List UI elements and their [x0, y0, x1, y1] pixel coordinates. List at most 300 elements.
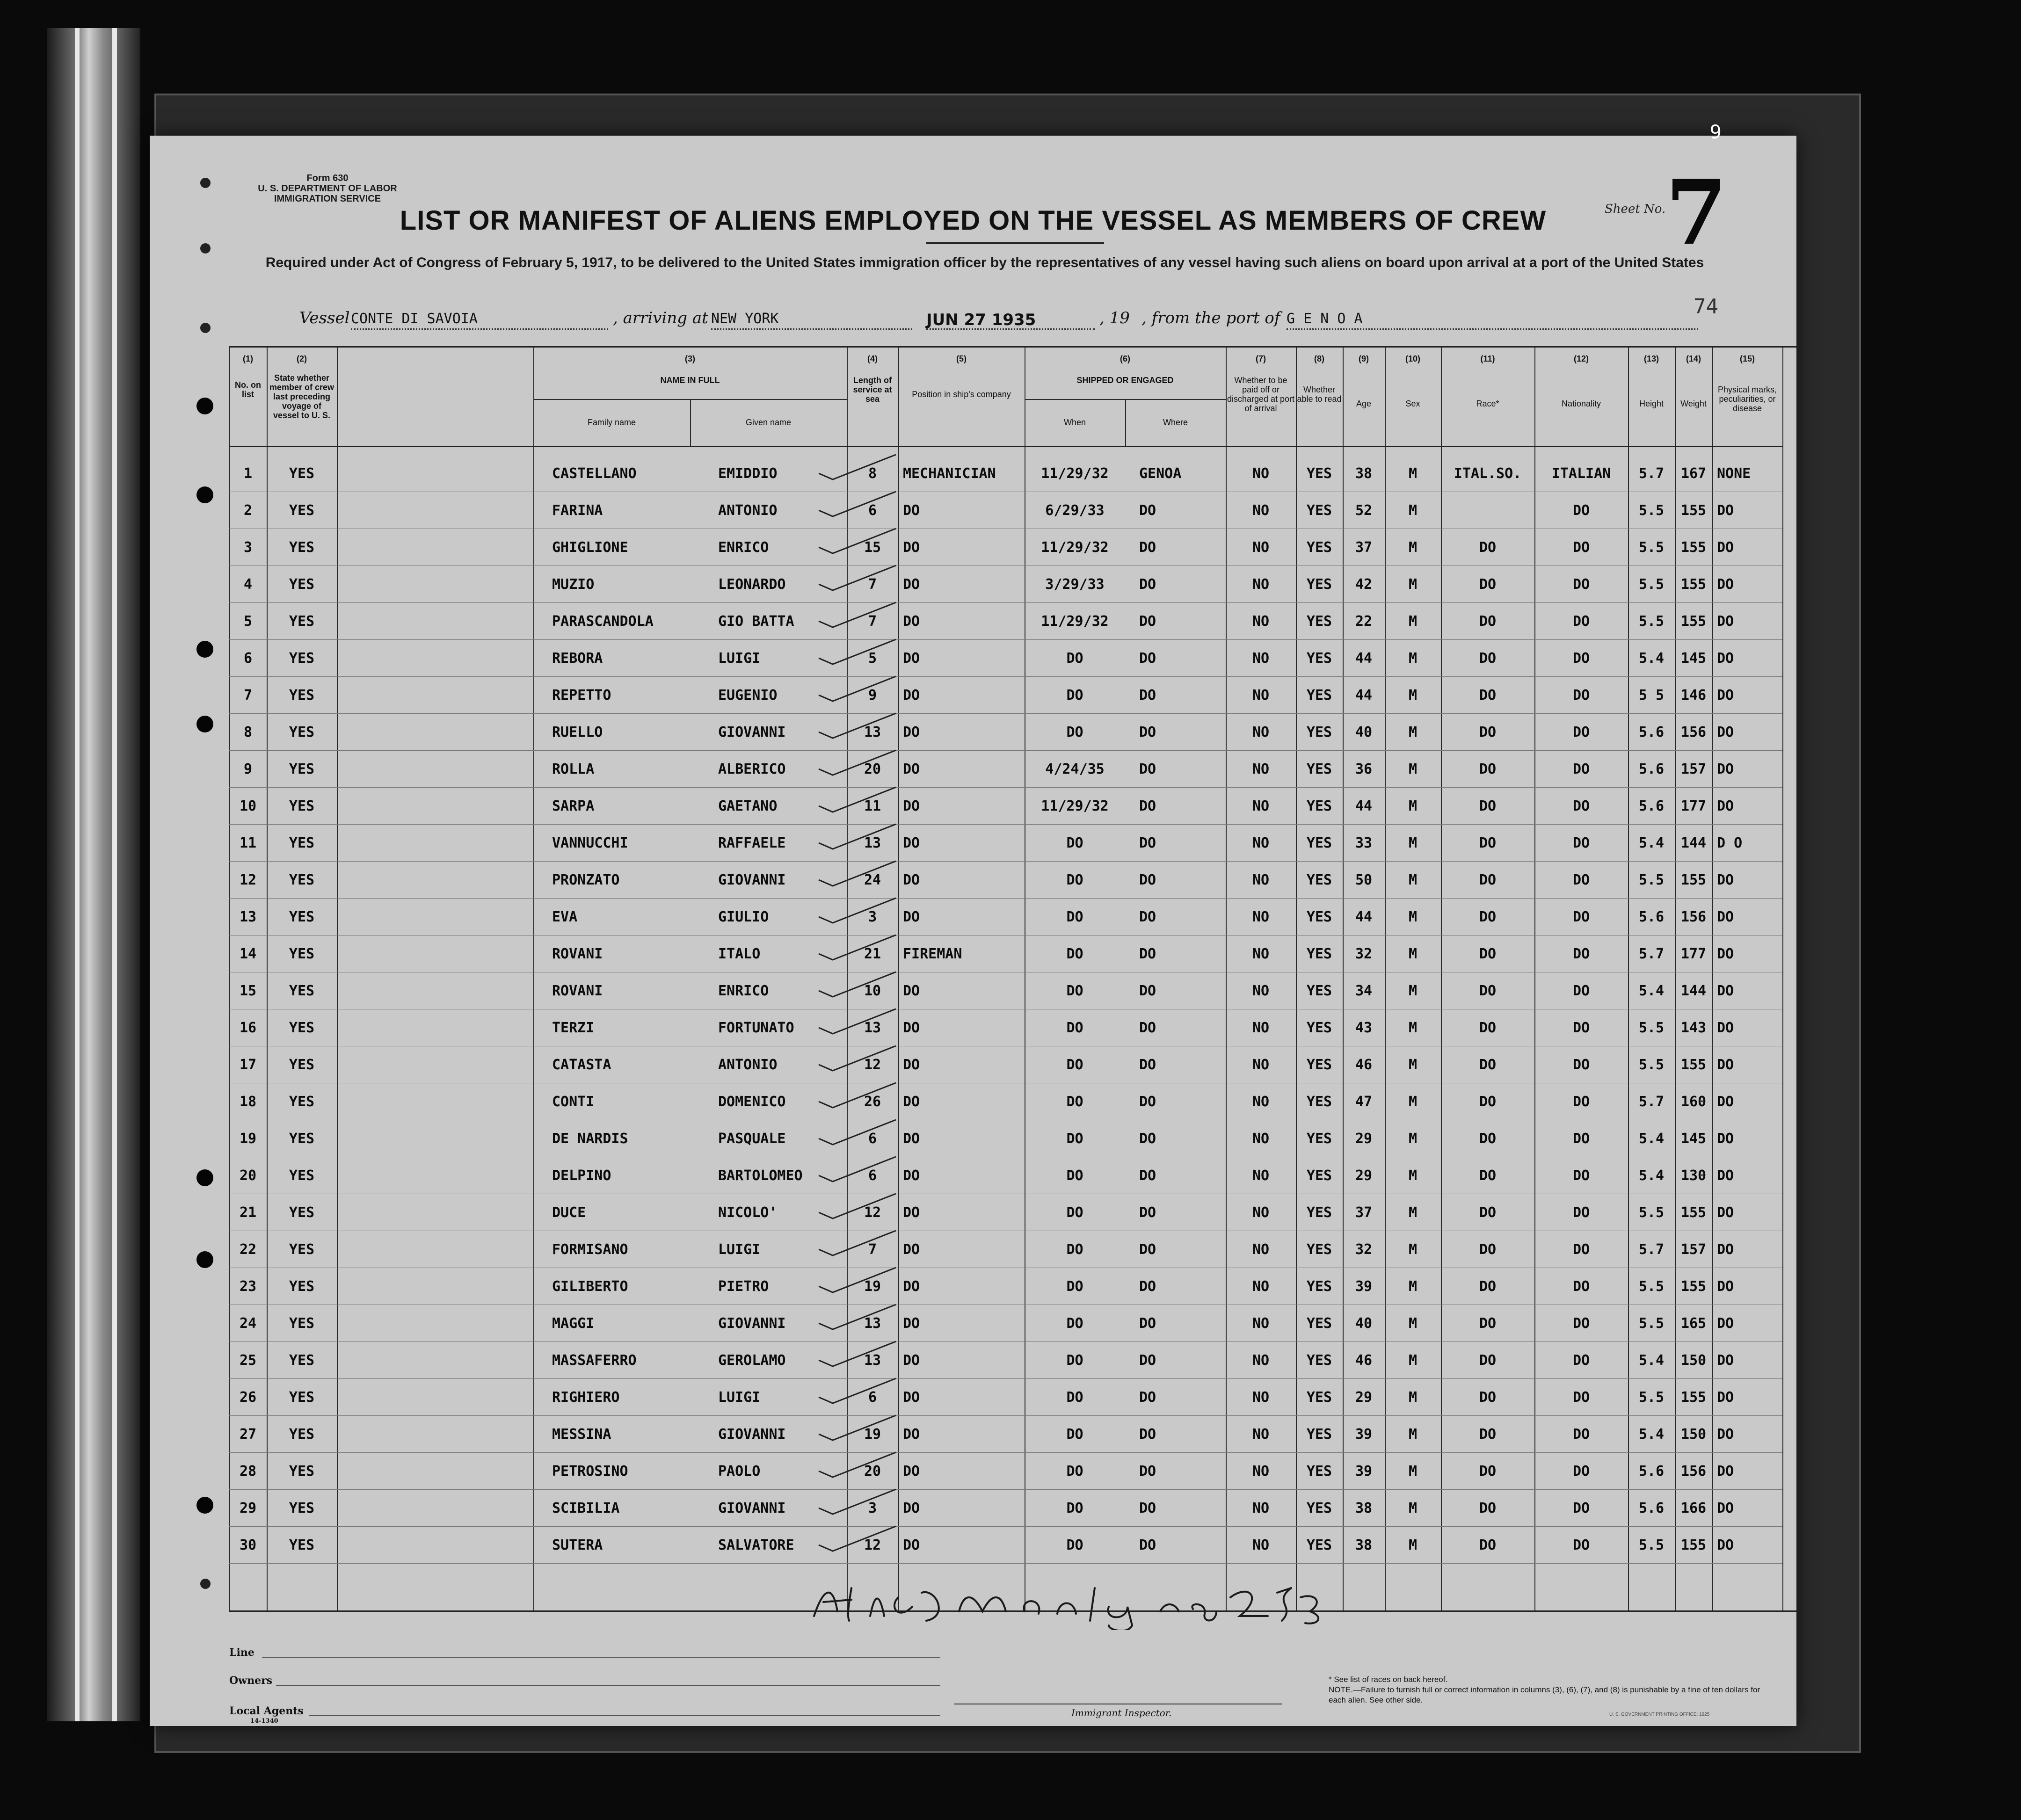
column-number: (6)	[1120, 354, 1130, 363]
cell-age: 40	[1355, 724, 1373, 740]
cell-marks: DO	[1717, 1352, 1734, 1369]
cell-position: DO	[903, 1131, 920, 1147]
cell-weight: 155	[1680, 1389, 1707, 1406]
cell-sex: M	[1408, 1131, 1418, 1147]
cell-length: 20	[864, 1463, 881, 1479]
check-mark-icon	[814, 1524, 898, 1552]
cell-read: YES	[1306, 1094, 1332, 1110]
cell-when: DO	[1066, 1389, 1083, 1406]
cell-position: DO	[903, 1094, 920, 1110]
cell-weight: 150	[1680, 1426, 1707, 1443]
page-title: LIST OR MANIFEST OF ALIENS EMPLOYED ON THE VESSEL AS MEMBERS OF CREW	[400, 205, 1547, 236]
cell-age: 39	[1355, 1278, 1373, 1295]
cell-race: ITAL.SO.	[1454, 465, 1522, 482]
cell-read: YES	[1306, 1500, 1332, 1516]
cell-read: YES	[1306, 1167, 1332, 1184]
cell-read: YES	[1306, 687, 1332, 703]
printer-line: U. S. GOVERNMENT PRINTING OFFICE: 1925	[1609, 1712, 1710, 1717]
cell-age: 52	[1355, 502, 1373, 519]
cell-no: 4	[243, 576, 253, 593]
cell-crew: YES	[289, 909, 315, 925]
cell-height: 5.4	[1638, 1426, 1665, 1443]
cell-race: DO	[1479, 872, 1497, 888]
cell-crew: YES	[289, 502, 315, 519]
cell-sex: M	[1408, 1537, 1418, 1553]
cell-age: 33	[1355, 835, 1373, 851]
cell-family: DUCE	[552, 1204, 586, 1221]
cell-given: ANTONIO	[718, 502, 778, 519]
table-row	[229, 492, 1782, 529]
cell-read: YES	[1306, 465, 1332, 482]
cell-weight: 167	[1680, 465, 1707, 482]
cell-position: DO	[903, 650, 920, 667]
cell-read: YES	[1306, 1426, 1332, 1443]
cell-where: DO	[1139, 576, 1156, 593]
cell-nationality: DO	[1572, 1389, 1590, 1406]
cell-no: 23	[239, 1278, 257, 1295]
cell-position: DO	[903, 1463, 920, 1479]
inspector-signature	[805, 1579, 1333, 1630]
check-mark-icon	[814, 600, 898, 628]
cell-no: 20	[239, 1167, 257, 1184]
cell-given: ENRICO	[718, 539, 769, 556]
cell-paid: NO	[1252, 1020, 1270, 1036]
check-mark-icon	[814, 785, 898, 813]
cell-where: DO	[1139, 1167, 1156, 1184]
cell-age: 46	[1355, 1057, 1373, 1073]
cell-paid: NO	[1252, 613, 1270, 630]
cell-sex: M	[1408, 1500, 1418, 1516]
cell-weight: 155	[1680, 1278, 1707, 1295]
cell-sex: M	[1408, 576, 1418, 593]
cell-read: YES	[1306, 1057, 1332, 1073]
cell-family: RIGHIERO	[552, 1389, 620, 1406]
cell-position: DO	[903, 1537, 920, 1553]
cell-age: 44	[1355, 687, 1373, 703]
header-name-in-full: NAME IN FULL	[660, 376, 720, 385]
cell-where: DO	[1139, 1278, 1156, 1295]
column-number: (14)	[1686, 354, 1701, 363]
cell-race: DO	[1479, 650, 1497, 667]
cell-weight: 155	[1680, 502, 1707, 519]
cell-race: DO	[1479, 835, 1497, 851]
cell-crew: YES	[289, 1167, 315, 1184]
cell-paid: NO	[1252, 1352, 1270, 1369]
cell-race: DO	[1479, 1167, 1497, 1184]
cell-nationality: DO	[1572, 835, 1590, 851]
cell-length: 11	[864, 798, 881, 814]
check-mark-icon	[814, 1450, 898, 1478]
crew-manifest-table	[229, 346, 1782, 1612]
cell-position: DO	[903, 872, 920, 888]
cell-height: 5.7	[1638, 1241, 1665, 1258]
cell-height: 5.4	[1638, 835, 1665, 851]
cell-race: DO	[1479, 576, 1497, 593]
cell-nationality: DO	[1572, 909, 1590, 925]
cell-length: 20	[864, 761, 881, 777]
cell-position: DO	[903, 687, 920, 703]
cell-position: DO	[903, 1057, 920, 1073]
cell-nationality: DO	[1572, 650, 1590, 667]
cell-length: 13	[864, 1352, 881, 1369]
cell-read: YES	[1306, 539, 1332, 556]
owners-label: Owners	[229, 1675, 273, 1687]
cell-paid: NO	[1252, 465, 1270, 482]
column-number: (12)	[1573, 354, 1589, 363]
cell-nationality: DO	[1572, 1278, 1590, 1295]
page-subtitle: Required under Act of Congress of February 5, 1917, to be delivered to the United States immigration officer by the representatives of any vessel having such aliens on board upon arrival at a port of the United States	[265, 255, 1704, 270]
cell-nationality: DO	[1572, 1315, 1590, 1332]
cell-when: DO	[1066, 1020, 1083, 1036]
cell-sex: M	[1408, 1094, 1418, 1110]
table-row	[229, 825, 1782, 861]
cell-height: 5.5	[1638, 576, 1665, 593]
cell-race: DO	[1479, 1241, 1497, 1258]
cell-no: 11	[239, 835, 257, 851]
cell-race: DO	[1479, 1315, 1497, 1332]
cell-read: YES	[1306, 946, 1332, 962]
cell-where: DO	[1139, 1020, 1156, 1036]
cell-family: PRONZATO	[552, 872, 620, 888]
check-mark-icon	[814, 1228, 898, 1256]
check-mark-icon	[814, 1154, 898, 1182]
check-mark-icon	[814, 1487, 898, 1515]
cell-paid: NO	[1252, 1278, 1270, 1295]
cell-length: 6	[868, 502, 877, 519]
cell-where: DO	[1139, 983, 1156, 999]
cell-marks: DO	[1717, 1131, 1734, 1147]
table-row	[229, 603, 1782, 639]
cell-no: 8	[243, 724, 253, 740]
cell-nationality: DO	[1572, 872, 1590, 888]
cell-height: 5.6	[1638, 761, 1665, 777]
cell-when: DO	[1066, 687, 1083, 703]
cell-crew: YES	[289, 465, 315, 482]
cell-paid: NO	[1252, 1463, 1270, 1479]
cell-no: 5	[243, 613, 253, 630]
cell-when: DO	[1066, 724, 1083, 740]
column-number: (8)	[1314, 354, 1324, 363]
cell-height: 5.5	[1638, 1315, 1665, 1332]
cell-given: EMIDDIO	[718, 465, 778, 482]
cell-age: 42	[1355, 576, 1373, 593]
cell-where: DO	[1139, 1352, 1156, 1369]
cell-crew: YES	[289, 798, 315, 814]
cell-height: 5.5	[1638, 1204, 1665, 1221]
cell-when: DO	[1066, 1131, 1083, 1147]
cell-given: LUIGI	[718, 650, 761, 667]
cell-where: DO	[1139, 724, 1156, 740]
cell-nationality: DO	[1572, 1204, 1590, 1221]
cell-marks: DO	[1717, 983, 1734, 999]
cell-where: DO	[1139, 909, 1156, 925]
cell-weight: 166	[1680, 1500, 1707, 1516]
cell-where: DO	[1139, 872, 1156, 888]
cell-when: DO	[1066, 1057, 1083, 1073]
form-code: 14-1340	[250, 1718, 278, 1725]
cell-weight: 156	[1680, 724, 1707, 740]
cell-length: 13	[864, 1020, 881, 1036]
header-when: When	[1063, 418, 1086, 427]
cell-position: DO	[903, 983, 920, 999]
table-row	[229, 1305, 1782, 1341]
cell-sex: M	[1408, 946, 1418, 962]
table-row	[229, 935, 1782, 972]
cell-marks: DO	[1717, 687, 1734, 703]
cell-nationality: DO	[1572, 1352, 1590, 1369]
check-mark-icon	[814, 1302, 898, 1330]
cell-no: 25	[239, 1352, 257, 1369]
cell-nationality: ITALIAN	[1551, 465, 1611, 482]
cell-nationality: DO	[1572, 502, 1590, 519]
cell-position: DO	[903, 1426, 920, 1443]
binder-hole	[200, 178, 211, 188]
cell-sex: M	[1408, 909, 1418, 925]
cell-race: DO	[1479, 1352, 1497, 1369]
cell-given: ANTONIO	[718, 1057, 778, 1073]
cell-weight: 157	[1680, 761, 1707, 777]
sheet-no-label: Sheet No.	[1605, 202, 1666, 216]
from-port-label: , from the port of	[1141, 309, 1280, 327]
cell-age: 29	[1355, 1389, 1373, 1406]
cell-age: 40	[1355, 1315, 1373, 1332]
table-row	[229, 1231, 1782, 1268]
cell-paid: NO	[1252, 1131, 1270, 1147]
table-row	[229, 1083, 1782, 1120]
cell-family: SCIBILIA	[552, 1500, 620, 1516]
service-name: IMMIGRATION SERVICE	[274, 194, 381, 204]
cell-height: 5.5	[1638, 1020, 1665, 1036]
cell-length: 13	[864, 1315, 881, 1332]
cell-read: YES	[1306, 613, 1332, 630]
cell-sex: M	[1408, 687, 1418, 703]
cell-position: MECHANICIAN	[903, 465, 996, 482]
table-row	[229, 788, 1782, 824]
cell-family: FARINA	[552, 502, 603, 519]
cell-family: FORMISANO	[552, 1241, 628, 1258]
cell-height: 5.7	[1638, 465, 1665, 482]
cell-position: DO	[903, 576, 920, 593]
cell-when: DO	[1066, 1167, 1083, 1184]
cell-weight: 160	[1680, 1094, 1707, 1110]
cell-no: 12	[239, 872, 257, 888]
cell-when: DO	[1066, 1537, 1083, 1553]
cell-where: DO	[1139, 1241, 1156, 1258]
cell-race: DO	[1479, 1204, 1497, 1221]
cell-family: MAGGI	[552, 1315, 595, 1332]
cell-given: ALBERICO	[718, 761, 786, 777]
cell-age: 43	[1355, 1020, 1373, 1036]
cell-crew: YES	[289, 613, 315, 630]
cell-age: 29	[1355, 1131, 1373, 1147]
cell-given: FORTUNATO	[718, 1020, 794, 1036]
cell-marks: DO	[1717, 1389, 1734, 1406]
cell-where: DO	[1139, 946, 1156, 962]
cell-family: ROVANI	[552, 983, 603, 999]
cell-sex: M	[1408, 1241, 1418, 1258]
table-row	[229, 714, 1782, 750]
departure-port: G E N O A	[1287, 311, 1698, 330]
check-mark-icon	[814, 1080, 898, 1109]
cell-given: LUIGI	[718, 1389, 761, 1406]
cell-marks: DO	[1717, 650, 1734, 667]
cell-weight: 156	[1680, 909, 1707, 925]
cell-length: 6	[868, 1131, 877, 1147]
cell-height: 5.5	[1638, 502, 1665, 519]
cell-length: 12	[864, 1204, 881, 1221]
cell-paid: NO	[1252, 946, 1270, 962]
cell-when: 4/24/35	[1045, 761, 1105, 777]
cell-given: PAOLO	[718, 1463, 761, 1479]
cell-crew: YES	[289, 1131, 315, 1147]
cell-crew: YES	[289, 1057, 315, 1073]
cell-length: 7	[868, 613, 877, 630]
cell-position: DO	[903, 1020, 920, 1036]
cell-weight: 156	[1680, 1463, 1707, 1479]
cell-read: YES	[1306, 983, 1332, 999]
cell-family: DE NARDIS	[552, 1131, 628, 1147]
left-binding-edge	[47, 28, 140, 1721]
table-row	[229, 1194, 1782, 1231]
cell-given: GIOVANNI	[718, 872, 786, 888]
table-row	[229, 1009, 1782, 1046]
cell-read: YES	[1306, 650, 1332, 667]
cell-crew: YES	[289, 1094, 315, 1110]
cell-read: YES	[1306, 1537, 1332, 1553]
cell-where: DO	[1139, 1426, 1156, 1443]
cell-no: 14	[239, 946, 257, 962]
check-mark-icon	[814, 970, 898, 998]
cell-paid: NO	[1252, 576, 1270, 593]
cell-given: ITALO	[718, 946, 761, 962]
cell-where: DO	[1139, 1537, 1156, 1553]
cell-nationality: DO	[1572, 724, 1590, 740]
cell-when: DO	[1066, 1204, 1083, 1221]
binder-hole	[200, 323, 211, 333]
cell-when: DO	[1066, 872, 1083, 888]
cell-family: MASSAFERRO	[552, 1352, 637, 1369]
department-name: U. S. DEPARTMENT OF LABOR	[258, 183, 397, 194]
cell-position: DO	[903, 1167, 920, 1184]
cell-marks: DO	[1717, 872, 1734, 888]
cell-marks: DO	[1717, 761, 1734, 777]
cell-sex: M	[1408, 872, 1418, 888]
cell-crew: YES	[289, 983, 315, 999]
cell-position: DO	[903, 835, 920, 851]
cell-marks: DO	[1717, 502, 1734, 519]
cell-when: DO	[1066, 1463, 1083, 1479]
cell-sex: M	[1408, 650, 1418, 667]
column-number: (2)	[297, 354, 307, 363]
cell-race: DO	[1479, 1094, 1497, 1110]
cell-race: DO	[1479, 539, 1497, 556]
cell-where: DO	[1139, 502, 1156, 519]
cell-no: 6	[243, 650, 253, 667]
cell-age: 37	[1355, 539, 1373, 556]
cell-weight: 130	[1680, 1167, 1707, 1184]
cell-position: DO	[903, 539, 920, 556]
cell-when: DO	[1066, 835, 1083, 851]
cell-no: 3	[243, 539, 253, 556]
cell-marks: DO	[1717, 539, 1734, 556]
cell-crew: YES	[289, 576, 315, 593]
cell-marks: DO	[1717, 798, 1734, 814]
cell-nationality: DO	[1572, 761, 1590, 777]
cell-where: DO	[1139, 1204, 1156, 1221]
cell-marks: DO	[1717, 1463, 1734, 1479]
cell-sex: M	[1408, 1057, 1418, 1073]
cell-no: 19	[239, 1131, 257, 1147]
footer-notes	[1329, 1675, 1773, 1705]
cell-family: EVA	[552, 909, 578, 925]
vessel-name: CONTE DI SAVOIA	[351, 311, 608, 330]
check-mark-icon	[814, 1265, 898, 1293]
cell-crew: YES	[289, 1537, 315, 1553]
check-mark-icon	[814, 452, 898, 480]
binder-hole	[196, 1251, 213, 1268]
cell-when: DO	[1066, 1241, 1083, 1258]
cell-marks: DO	[1717, 613, 1734, 630]
cell-no: 9	[243, 761, 253, 777]
arriving-label: , arriving at	[613, 309, 708, 327]
cell-position: DO	[903, 1315, 920, 1332]
column-number: (11)	[1480, 354, 1495, 363]
cell-position: DO	[903, 1500, 920, 1516]
cell-family: CONTI	[552, 1094, 595, 1110]
cell-paid: NO	[1252, 1389, 1270, 1406]
cell-weight: 157	[1680, 1241, 1707, 1258]
cell-marks: DO	[1717, 1278, 1734, 1295]
cell-race: DO	[1479, 983, 1497, 999]
cell-paid: NO	[1252, 983, 1270, 999]
cell-nationality: DO	[1572, 1241, 1590, 1258]
cell-family: ROVANI	[552, 946, 603, 962]
cell-when: 3/29/33	[1045, 576, 1105, 593]
cell-family: REPETTO	[552, 687, 611, 703]
cell-family: TERZI	[552, 1020, 595, 1036]
cell-no: 16	[239, 1020, 257, 1036]
cell-where: DO	[1139, 539, 1156, 556]
cell-given: GIOVANNI	[718, 1426, 786, 1443]
cell-read: YES	[1306, 761, 1332, 777]
cell-sex: M	[1408, 835, 1418, 851]
cell-age: 37	[1355, 1204, 1373, 1221]
cell-read: YES	[1306, 576, 1332, 593]
cell-height: 5.4	[1638, 983, 1665, 999]
cell-when: 11/29/32	[1041, 798, 1109, 814]
cell-height: 5.6	[1638, 1500, 1665, 1516]
cell-no: 30	[239, 1537, 257, 1553]
cell-sex: M	[1408, 1389, 1418, 1406]
cell-where: DO	[1139, 761, 1156, 777]
cell-age: 46	[1355, 1352, 1373, 1369]
cell-family: MUZIO	[552, 576, 595, 593]
cell-weight: 144	[1680, 983, 1707, 999]
year-label: , 19	[1099, 309, 1130, 327]
line-label: Line	[229, 1646, 254, 1659]
check-mark-icon	[814, 1007, 898, 1035]
table-row	[229, 1527, 1782, 1563]
table-row	[229, 640, 1782, 676]
cell-given: PIETRO	[718, 1278, 769, 1295]
cell-paid: NO	[1252, 1537, 1270, 1553]
column-number: (4)	[867, 354, 878, 363]
cell-length: 8	[868, 465, 877, 482]
cell-age: 44	[1355, 650, 1373, 667]
cell-position: DO	[903, 613, 920, 630]
cell-read: YES	[1306, 1241, 1332, 1258]
cell-where: DO	[1139, 1500, 1156, 1516]
